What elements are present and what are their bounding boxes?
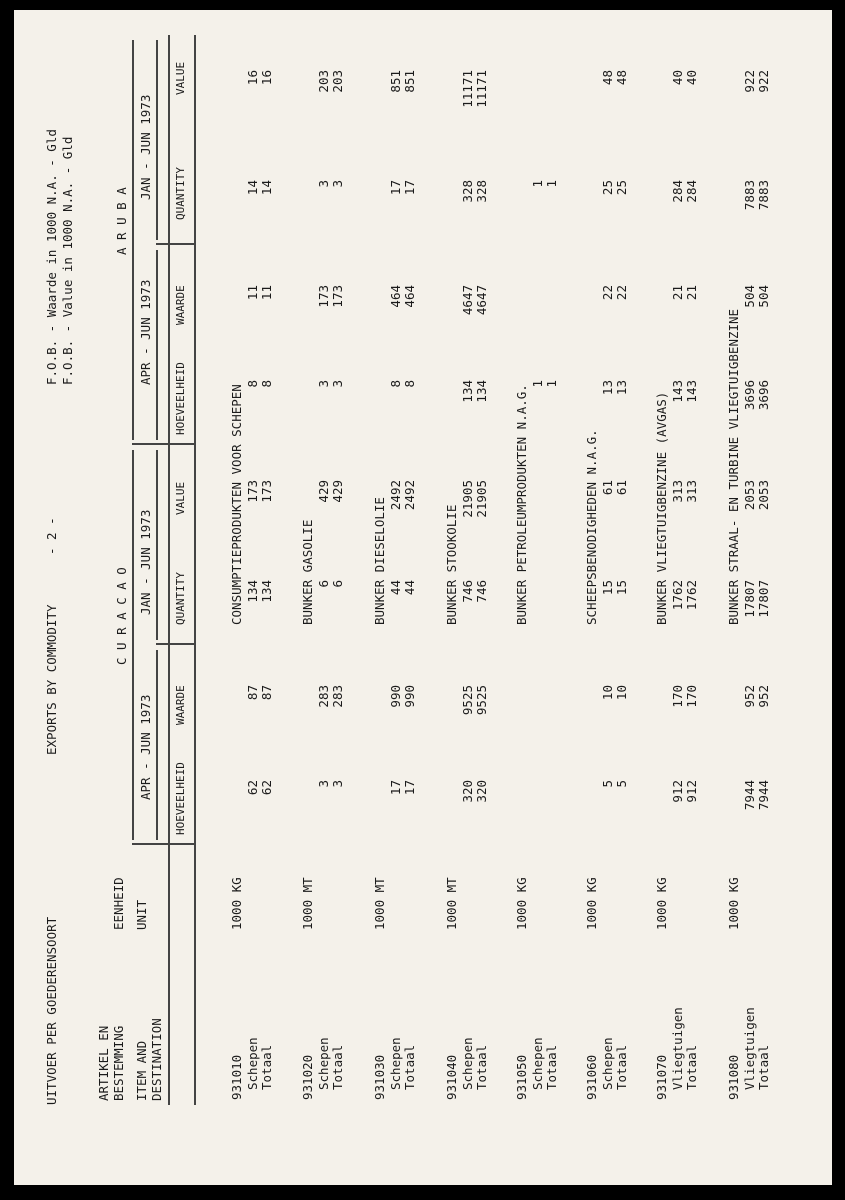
table-cell: 8 [402,380,417,388]
table-cell: 8 [388,380,403,388]
table-cell: 10 [600,685,615,701]
item-unit: 1000 MT [300,877,315,930]
period-rule-4 [156,40,158,240]
table-cell: 1762 [684,580,699,611]
table-cell: 25 [600,180,615,196]
aruba-jan-jun: JAN - JUN 1973 [138,94,153,200]
table-cell: 15 [600,580,615,596]
table-cell: 1 [544,180,559,188]
row-label: Totaal [259,1044,274,1090]
table-cell: 87 [245,685,260,701]
table-cell: 464 [388,285,403,308]
table-cell: 8 [245,380,260,388]
table-cell: 851 [388,70,403,93]
row-label: Schepen [600,1037,615,1090]
table-cell: 134 [474,380,489,403]
item-description: BUNKER STOOKOLIE [444,504,459,625]
item-code: 931070 [654,1054,669,1100]
table-cell: 464 [402,285,417,308]
aruba-label: A R U B A [114,187,129,255]
table-cell: 15 [614,580,629,596]
curacao-apr-jun: APR - JUN 1973 [138,694,153,800]
table-cell: 5 [614,780,629,788]
table-cell: 320 [474,780,489,803]
table-cell: 3696 [742,380,757,411]
table-cell: 6 [330,580,345,588]
table-cell: 173 [330,285,345,308]
row-label: Totaal [330,1044,345,1090]
table-cell: 17 [402,780,417,796]
table-cell: 922 [756,70,771,93]
table-cell: 17807 [742,580,757,618]
row-label: Schepen [460,1037,475,1090]
table-cell: 21 [684,285,699,301]
aruba-rule [132,40,134,440]
table-cell: 851 [402,70,417,93]
fob-note-english: F.O.B. - Value in 1000 N.A. - Gld [60,136,75,385]
table-cell: 17 [402,180,417,196]
table-cell: 3 [316,180,331,188]
table-cell: 11 [245,285,260,301]
item-code: 931060 [584,1054,599,1100]
hdr-value-1: VALUE [174,481,187,515]
item-description: CONSUMPTIEPRODUKTEN VOOR SCHEPEN [229,384,244,625]
table-cell: 1762 [670,580,685,611]
table-cell: 2053 [742,480,757,511]
table-cell: 173 [245,480,260,503]
table-cell: 922 [742,70,757,93]
table-cell: 6 [316,580,331,588]
table-cell: 134 [460,380,475,403]
table-cell: 912 [684,780,699,803]
item-code: 931010 [229,1054,244,1100]
table-cell: 16 [259,70,274,86]
row-label: Totaal [402,1044,417,1090]
table-cell: 134 [259,580,274,603]
col-divider-2 [156,644,194,646]
table-cell: 17 [388,780,403,796]
hdr-hoeveelheid-2: HOEVEELHEID [174,362,187,435]
table-cell: 25 [614,180,629,196]
table-cell: 40 [684,70,699,86]
table-cell: 328 [460,180,475,203]
table-cell: 313 [670,480,685,503]
period-rule-2 [156,450,158,640]
item-unit: 1000 KG [726,877,741,930]
col-destination: DESTINATION [149,1018,164,1101]
col-bestemming: BESTEMMING [111,1025,126,1101]
table-cell: 40 [670,70,685,86]
row-label: Totaal [756,1044,771,1090]
table-cell: 912 [670,780,685,803]
table-cell: 48 [614,70,629,86]
item-description: BUNKER VLIEGTUIGBENZINE (AVGAS) [654,391,669,625]
table-cell: 284 [684,180,699,203]
table-cell: 44 [388,580,403,596]
table-cell: 1 [530,380,545,388]
table-cell: 7944 [742,780,757,811]
item-description: BUNKER GASOLIE [300,519,315,625]
table-cell: 2492 [388,480,403,511]
row-label: Vliegtuigen [670,1007,685,1090]
table-cell: 429 [330,480,345,503]
row-label: Schepen [316,1037,331,1090]
table-cell: 8 [259,380,274,388]
table-cell: 134 [245,580,260,603]
row-label: Schepen [245,1037,260,1090]
table-cell: 3 [316,380,331,388]
item-description: SCHEEPSBENODIGHEDEN N.A.G. [584,429,599,625]
table-cell: 283 [330,685,345,708]
document-page [14,10,832,1185]
item-code: 931050 [514,1054,529,1100]
hdr-waarde-1: WAARDE [174,685,187,725]
curacao-rule [132,450,134,840]
item-description: BUNKER STRAAL- EN TURBINE VLIEGTUIGBENZINE [726,308,741,625]
row-label: Totaal [614,1044,629,1090]
table-cell: 170 [670,685,685,708]
item-unit: 1000 KG [514,877,529,930]
table-cell: 3 [330,380,345,388]
item-code: 931080 [726,1054,741,1100]
table-cell: 3 [316,780,331,788]
table-cell: 504 [756,285,771,308]
table-cell: 4647 [460,285,475,316]
row-label: Schepen [388,1037,403,1090]
table-cell: 21905 [460,480,475,518]
table-cell: 2492 [402,480,417,511]
table-cell: 203 [330,70,345,93]
table-cell: 143 [684,380,699,403]
title-english: EXPORTS BY COMMODITY [44,604,59,755]
header-rule-bottom [194,35,196,1105]
row-label: Totaal [544,1044,559,1090]
table-cell: 328 [474,180,489,203]
item-unit: 1000 KG [229,877,244,930]
rotated-table-sheet [14,10,832,1185]
table-cell: 14 [245,180,260,196]
row-label: Totaal [684,1044,699,1090]
page-number: - 2 - [44,517,59,555]
table-cell: 746 [474,580,489,603]
table-cell: 1 [530,180,545,188]
table-cell: 504 [742,285,757,308]
item-unit: 1000 MT [444,877,459,930]
hdr-hoeveelheid-1: HOEVEELHEID [174,762,187,835]
table-cell: 11171 [474,70,489,108]
table-cell: 952 [756,685,771,708]
table-cell: 7883 [742,180,757,211]
col-divider-1 [132,844,194,846]
table-cell: 3 [330,180,345,188]
hdr-value-2: VALUE [174,61,187,95]
table-cell: 48 [600,70,615,86]
table-cell: 173 [316,285,331,308]
table-cell: 313 [684,480,699,503]
table-cell: 5 [600,780,615,788]
table-cell: 44 [402,580,417,596]
item-code: 931030 [372,1054,387,1100]
table-cell: 3696 [756,380,771,411]
row-label: Totaal [474,1044,489,1090]
hdr-quantity-2: QUANTITY [174,167,187,220]
col-divider-4 [156,244,194,246]
table-cell: 21 [670,285,685,301]
aruba-apr-jun: APR - JUN 1973 [138,279,153,385]
table-cell: 320 [460,780,475,803]
table-cell: 4647 [474,285,489,316]
table-cell: 170 [684,685,699,708]
table-cell: 61 [614,480,629,496]
table-cell: 990 [402,685,417,708]
curacao-jan-jun: JAN - JUN 1973 [138,509,153,615]
item-code: 931020 [300,1054,315,1100]
table-cell: 62 [259,780,274,796]
table-cell: 87 [259,685,274,701]
table-cell: 62 [245,780,260,796]
table-cell: 2053 [756,480,771,511]
item-unit: 1000 KG [584,877,599,930]
table-cell: 14 [259,180,274,196]
row-label: Vliegtuigen [742,1007,757,1090]
table-cell: 7944 [756,780,771,811]
table-cell: 429 [316,480,331,503]
table-cell: 17 [388,180,403,196]
item-description: BUNKER DIESELOLIE [372,497,387,625]
hdr-waarde-2: WAARDE [174,285,187,325]
col-artikel: ARTIKEL EN [96,1025,111,1101]
table-cell: 203 [316,70,331,93]
item-description: BUNKER PETROLEUMPRODUKTEN N.A.G. [514,384,529,625]
table-cell: 173 [259,480,274,503]
table-cell: 17807 [756,580,771,618]
period-rule-3 [156,250,158,440]
item-code: 931040 [444,1054,459,1100]
item-unit: 1000 KG [654,877,669,930]
item-unit: 1000 MT [372,877,387,930]
table-cell: 10 [614,685,629,701]
table-cell: 7883 [756,180,771,211]
table-cell: 11171 [460,70,475,108]
table-cell: 143 [670,380,685,403]
table-cell: 11 [259,285,274,301]
col-divider-3 [132,444,194,446]
period-rule-1 [156,650,158,840]
table-cell: 22 [600,285,615,301]
header-rule-top [168,35,170,1105]
table-cell: 9525 [460,685,475,716]
table-cell: 952 [742,685,757,708]
table-cell: 1 [544,380,559,388]
fob-note-dutch: F.O.B. - Waarde in 1000 N.A. - Gld [44,129,59,385]
title-dutch: UITVOER PER GOEDERENSOORT [44,916,59,1105]
table-cell: 9525 [474,685,489,716]
curacao-label: C U R A C A O [114,567,129,665]
table-cell: 21905 [474,480,489,518]
row-label: Schepen [530,1037,545,1090]
col-unit: UNIT [134,899,149,930]
hdr-quantity-1: QUANTITY [174,572,187,625]
table-cell: 16 [245,70,260,86]
table-cell: 283 [316,685,331,708]
table-cell: 61 [600,480,615,496]
table-cell: 746 [460,580,475,603]
col-eenheid: EENHEID [111,877,126,930]
table-cell: 13 [614,380,629,396]
col-item: ITEM AND [134,1040,149,1101]
table-cell: 990 [388,685,403,708]
table-cell: 13 [600,380,615,396]
table-cell: 22 [614,285,629,301]
table-cell: 3 [330,780,345,788]
table-cell: 284 [670,180,685,203]
